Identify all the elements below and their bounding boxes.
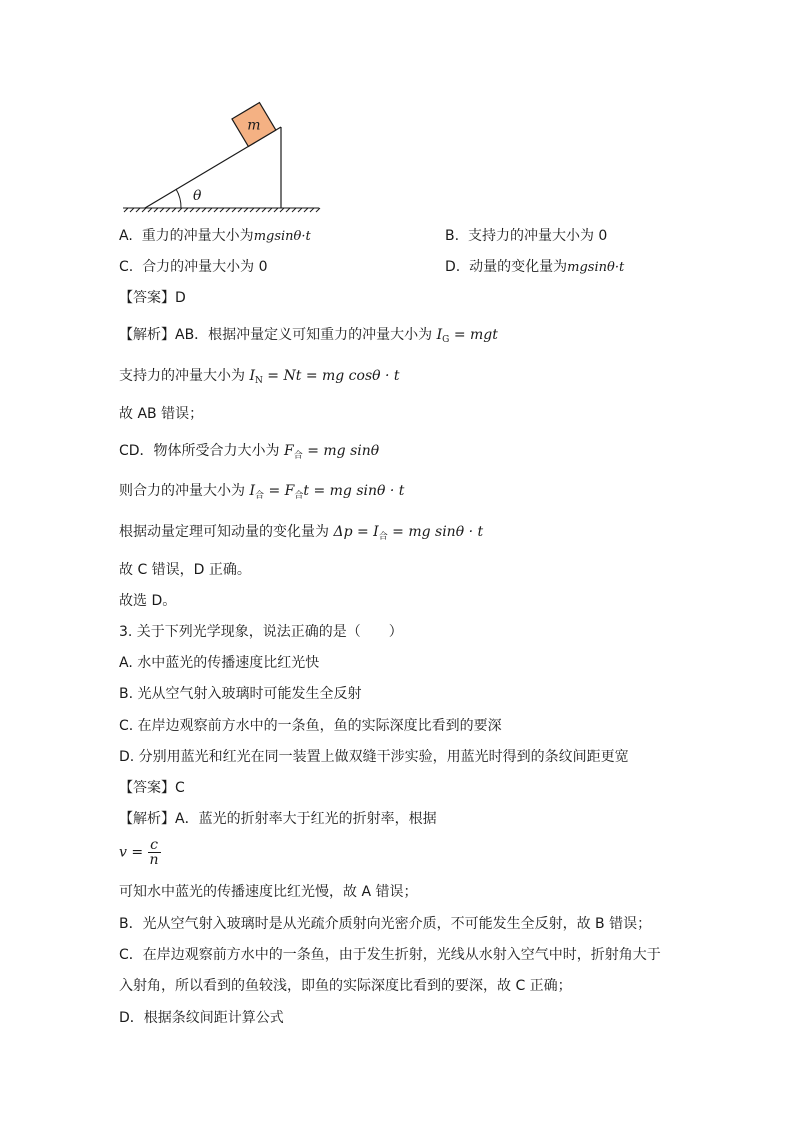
- q3-analysis-line-3: B．光从空气射入玻璃时是从光疏介质射向光密介质，不可能发生全反射，故 B 错误；: [119, 916, 652, 932]
- q2-analysis-line-4: CD．物体所受合力大小为 $F_合$ = mg sinθ: [119, 443, 380, 461]
- ground-hatching: [123, 208, 320, 212]
- incline-figure: [118, 100, 328, 215]
- q3-stem: 3. 关于下列光学现象，说法正确的是（ ）: [119, 624, 403, 640]
- q2-analysis-line-2: 支持力的冲量大小为 $I_N = Nt$ = mg cosθ · t: [119, 368, 400, 386]
- option-c: C. 合力的冲量大小为 0: [119, 259, 268, 275]
- angle-arc: [176, 189, 181, 208]
- q2-analysis-line-1: 【解析】AB．根据冲量定义可知重力的冲量大小为 $I_G$ = mgt: [119, 327, 498, 345]
- option-a: A. 重力的冲量大小为mgsinθ·t: [119, 228, 311, 244]
- q3-analysis-line-1: 【解析】A．蓝光的折射率大于红光的折射率，根据: [119, 811, 437, 827]
- q3-option-d: D. 分别用蓝光和红光在同一装置上做双缝干涉实验，用蓝光时得到的条纹间距更宽: [119, 749, 629, 765]
- q3-formula: v = $\frac{c}{n}$: [119, 837, 159, 868]
- q3-option-b: B. 光从空气射入玻璃时可能发生全反射: [119, 686, 362, 702]
- q3-analysis-line-2: 可知水中蓝光的传播速度比红光慢，故 A 错误；: [119, 884, 418, 900]
- option-d: D. 动量的变化量为mgsinθ·t: [445, 259, 625, 275]
- q2-analysis-line-8: 故选 D。: [119, 593, 177, 609]
- q2-analysis-line-7: 故 C 错误，D 正确。: [119, 562, 251, 578]
- q3-analysis-line-6: D．根据条纹间距计算公式: [119, 1010, 284, 1026]
- q3-analysis-line-4: C．在岸边观察前方水中的一条鱼，由于发生折射，光线从水射入空气中时，折射角大于: [119, 947, 661, 963]
- q2-analysis-line-3: 故 AB 错误；: [119, 406, 204, 422]
- q3-analysis-line-5: 入射角，所以看到的鱼较浅，即鱼的实际深度比看到的要深，故 C 正确；: [119, 978, 572, 994]
- q3-answer: 【答案】C: [119, 780, 185, 796]
- q2-answer: 【答案】D: [119, 290, 186, 306]
- q3-option-c: C. 在岸边观察前方水中的一条鱼，鱼的实际深度比看到的要深: [119, 718, 502, 734]
- q3-option-a: A. 水中蓝光的传播速度比红光快: [119, 655, 320, 671]
- option-b: B. 支持力的冲量大小为 0: [445, 228, 608, 244]
- block: [232, 103, 276, 147]
- block-label: m: [247, 117, 261, 134]
- angle-label: θ: [193, 188, 202, 204]
- q2-analysis-line-5: 则合力的冲量大小为 $I_合 = F_合t$ = mg sinθ · t: [119, 483, 405, 501]
- q2-analysis-line-6: 根据动量定理可知动量的变化量为 $\Delta p = I_合$ = mg sinθ · t: [119, 524, 484, 542]
